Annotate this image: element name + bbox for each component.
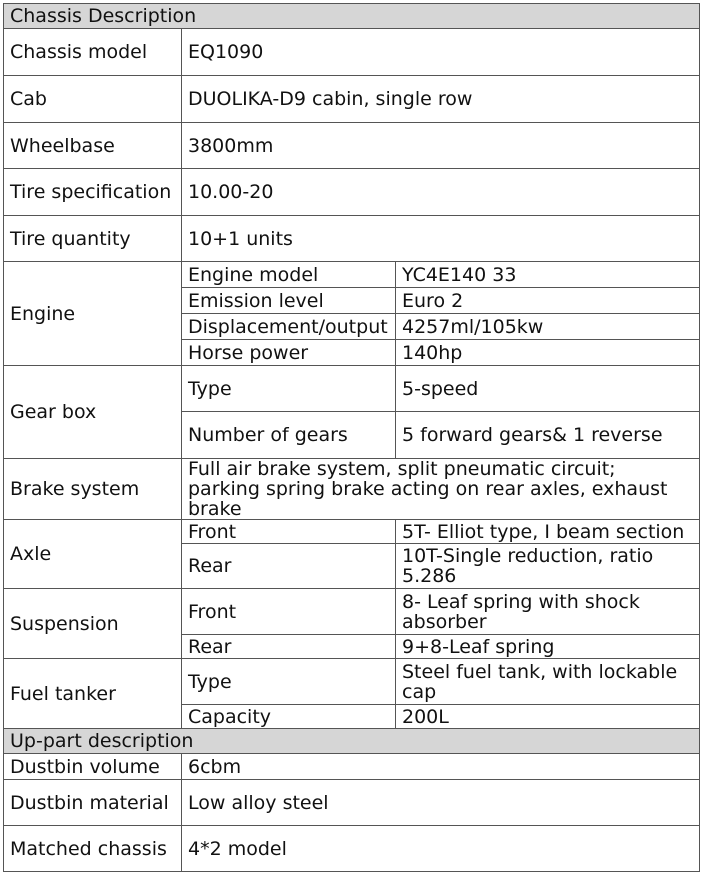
sub-label: Type <box>182 659 396 705</box>
sub-value: Euro 2 <box>396 288 700 314</box>
sub-value: 8- Leaf spring with shock absorber <box>396 589 700 635</box>
row-label: Brake system <box>4 459 182 520</box>
section-header-row <box>4 4 700 29</box>
table-row <box>4 659 700 705</box>
sub-value: 140hp <box>396 340 700 366</box>
table-row <box>4 520 700 544</box>
row-label: Tire specification <box>4 169 182 216</box>
sub-label: Front <box>182 520 396 544</box>
row-value: DUOLIKA-D9 cabin, single row <box>182 76 700 123</box>
row-label: Dustbin volume <box>4 754 182 780</box>
row-value: 3800mm <box>182 123 700 169</box>
table-row <box>4 216 700 262</box>
sub-label: Horse power <box>182 340 396 366</box>
row-label: Dustbin material <box>4 780 182 826</box>
row-label: Cab <box>4 76 182 123</box>
spec-table <box>3 3 700 872</box>
sub-label: Number of gears <box>182 412 396 459</box>
section-chassis-description: Chassis Description <box>4 4 700 29</box>
sub-value: Steel fuel tank, with lockable cap <box>396 659 700 705</box>
table-row <box>4 366 700 412</box>
sub-value: 5 forward gears& 1 reverse <box>396 412 700 459</box>
row-value: 10+1 units <box>182 216 700 262</box>
row-value: Full air brake system, split pneumatic circuit; parking spring brake acting on rear axles, exhaust brake <box>182 459 700 520</box>
sub-label: Engine model <box>182 262 396 288</box>
row-value: 4*2 model <box>182 826 700 872</box>
sub-label: Displacement/output <box>182 314 396 340</box>
group-label-fuel-tanker: Fuel tanker <box>4 659 182 729</box>
group-label-engine: Engine <box>4 262 182 366</box>
group-label-axle: Axle <box>4 520 182 589</box>
table-row <box>4 459 700 520</box>
sub-value: 200L <box>396 705 700 729</box>
group-label-suspension: Suspension <box>4 589 182 659</box>
table-row <box>4 589 700 635</box>
row-label: Chassis model <box>4 29 182 76</box>
sub-label: Rear <box>182 544 396 589</box>
sub-label: Rear <box>182 635 396 659</box>
row-value: 6cbm <box>182 754 700 780</box>
table-row <box>4 29 700 76</box>
sub-label: Type <box>182 366 396 412</box>
sub-value: 9+8-Leaf spring <box>396 635 700 659</box>
row-value: 10.00-20 <box>182 169 700 216</box>
table-row <box>4 169 700 216</box>
table-row <box>4 754 700 780</box>
sub-label: Front <box>182 589 396 635</box>
sub-value: 5T- Elliot type, I beam section <box>396 520 700 544</box>
sub-value: 10T-Single reduction, ratio 5.286 <box>396 544 700 589</box>
sub-value: YC4E140 33 <box>396 262 700 288</box>
row-value: EQ1090 <box>182 29 700 76</box>
table-row <box>4 262 700 288</box>
group-label-gearbox: Gear box <box>4 366 182 459</box>
sub-label: Capacity <box>182 705 396 729</box>
row-label: Wheelbase <box>4 123 182 169</box>
table-row <box>4 780 700 826</box>
section-up-part-description: Up-part description <box>4 729 700 754</box>
row-value: Low alloy steel <box>182 780 700 826</box>
sub-value: 4257ml/105kw <box>396 314 700 340</box>
table-row <box>4 826 700 872</box>
table-row <box>4 123 700 169</box>
section-header-row <box>4 729 700 754</box>
row-label: Matched chassis <box>4 826 182 872</box>
sub-label: Emission level <box>182 288 396 314</box>
row-label: Tire quantity <box>4 216 182 262</box>
table-row <box>4 76 700 123</box>
sub-value: 5-speed <box>396 366 700 412</box>
